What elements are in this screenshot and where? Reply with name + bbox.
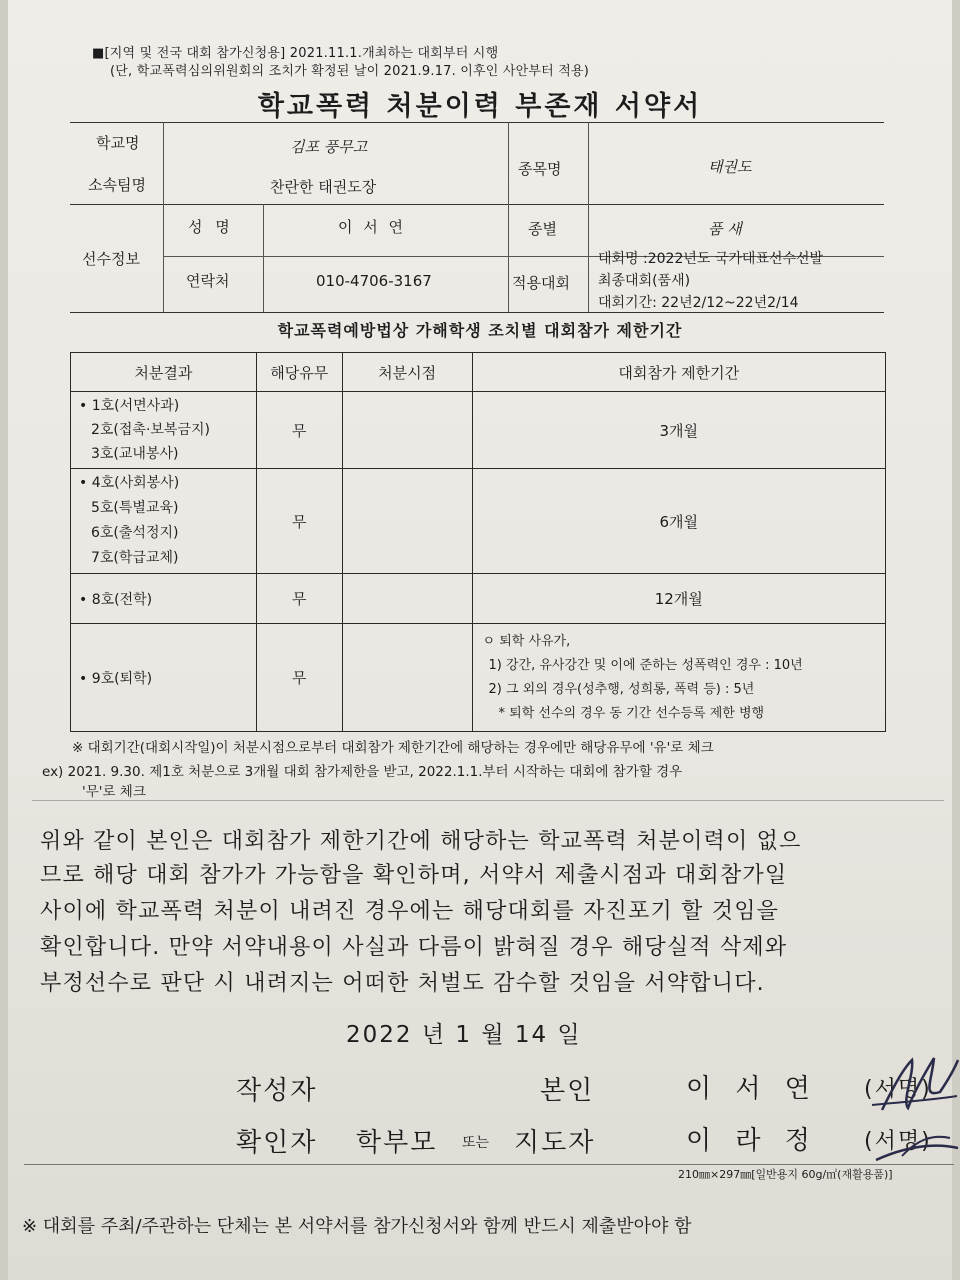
applicable-value: 무 bbox=[256, 574, 342, 624]
col-header-limit: 대회참가 제한기간 bbox=[472, 353, 886, 392]
school-label: 학교명 bbox=[96, 134, 140, 152]
note-line-2: ex) 2021. 9.30. 제1호 처분으로 3개월 대회 참가제한을 받고, 2022.1.1.부터 시작하는 대회에 참가할 경우 bbox=[42, 764, 683, 780]
name-value: 이 서 연 bbox=[338, 218, 407, 236]
applied-event-period: 대회기간: 22년2/12~22년2/14 bbox=[598, 295, 799, 311]
restriction-table bbox=[70, 352, 886, 732]
disposition-item: 6호(출석정지) bbox=[91, 525, 179, 541]
confirmer-role-parent: 학부모 bbox=[356, 1128, 438, 1158]
pledge-line: 위와 같이 본인은 대회참가 제한기간에 해당하는 학교폭력 처분이력이 없으 bbox=[40, 829, 802, 854]
event-label: 종목명 bbox=[518, 160, 562, 178]
category-label: 종별 bbox=[528, 220, 557, 238]
time-value bbox=[342, 392, 472, 469]
contact-label: 연락처 bbox=[186, 272, 230, 290]
pledge-line: 확인합니다. 만약 서약내용이 사실과 다름이 밝혀질 경우 해당실적 삭제와 bbox=[40, 935, 788, 960]
note-line-3: '무'로 체크 bbox=[82, 784, 146, 800]
col-header-applicable: 해당유무 bbox=[256, 353, 342, 392]
disposition-item: • 1호(서면사과) bbox=[79, 398, 180, 414]
paper-spec: 210㎜×297㎜[일반용지 60g/㎡(재활용품)] bbox=[678, 1168, 893, 1181]
disposition-item: • 8호(전학) bbox=[71, 574, 257, 624]
writer-role: 본인 bbox=[540, 1076, 595, 1106]
time-value bbox=[342, 624, 472, 732]
expulsion-note: * 퇴학 선수의 경우 동 기간 선수등록 제한 병행 bbox=[498, 705, 765, 721]
writer-label: 작성자 bbox=[236, 1076, 318, 1106]
pledge-line: 부정선수로 판단 시 내려지는 어떠한 처벌도 감수할 것임을 서약합니다. bbox=[40, 971, 765, 996]
table-row bbox=[71, 392, 886, 469]
time-value bbox=[342, 574, 472, 624]
disposition-item: 2호(접촉·보복금지) bbox=[91, 422, 210, 438]
disposition-item: 5호(특별교육) bbox=[91, 500, 179, 516]
expulsion-note: 1) 강간, 유사강간 및 이에 준하는 성폭력인 경우 : 10년 bbox=[488, 657, 803, 673]
contact-value: 010-4706-3167 bbox=[316, 272, 432, 290]
disposition-item: • 4호(사회봉사) bbox=[79, 475, 180, 491]
limit-section-title: 학교폭력예방법상 가해학생 조치별 대회참가 제한기간 bbox=[277, 321, 683, 340]
confirmer-label: 확인자 bbox=[236, 1128, 318, 1158]
table-row bbox=[71, 469, 886, 574]
confirmer-sign-slot: (서명) bbox=[864, 1129, 932, 1154]
time-value bbox=[342, 469, 472, 574]
col-header-time: 처분시점 bbox=[342, 353, 472, 392]
col-header-result: 처분결과 bbox=[71, 353, 257, 392]
confirmer-name: 이 라 정 bbox=[686, 1126, 818, 1156]
school-value: 김포 풍무고 bbox=[290, 138, 368, 156]
pledge-line: 사이에 학교폭력 처분이 내려진 경우에는 해당대회를 자진포기 할 것임을 bbox=[40, 899, 780, 924]
team-value: 찬란한 태권도장 bbox=[270, 178, 377, 196]
disposition-item: 7호(학급교체) bbox=[91, 550, 179, 566]
player-info-label: 선수정보 bbox=[82, 250, 140, 268]
applicable-value: 무 bbox=[256, 469, 342, 574]
applied-event-name-cont: 최종대회(품새) bbox=[598, 273, 691, 289]
document-title: 학교폭력 처분이력 부존재 서약서 bbox=[257, 91, 703, 122]
footer-notice: ※ 대회를 주최/주관하는 단체는 본 서약서를 참가신청서와 함께 반드시 제출받아야 함 bbox=[22, 1216, 692, 1237]
expulsion-note: 2) 그 외의 경우(성추행, 성희롱, 폭력 등) : 5년 bbox=[488, 681, 755, 697]
notice-line-2: (단, 학교폭력심의위원회의 조치가 확정된 날이 2021.9.17. 이후인 사안부터 적용) bbox=[110, 64, 590, 79]
applicable-value: 무 bbox=[256, 624, 342, 732]
disposition-item: • 9호(퇴학) bbox=[71, 624, 257, 732]
category-value: 품 새 bbox=[708, 220, 742, 238]
limit-value: 12개월 bbox=[472, 574, 886, 624]
name-label: 성 명 bbox=[188, 218, 234, 236]
team-label: 소속팀명 bbox=[88, 176, 146, 194]
handwritten-signature bbox=[862, 1030, 960, 1170]
expulsion-note: ㅇ 퇴학 사유가, bbox=[482, 633, 571, 649]
confirmer-or: 또는 bbox=[462, 1135, 490, 1151]
applied-label: 적용대회 bbox=[512, 274, 570, 292]
pledge-date: 2022 년 1 월 14 일 bbox=[346, 1022, 582, 1048]
table-row bbox=[71, 574, 886, 624]
notice-line-1: ■[지역 및 전국 대회 참가신청용] 2021.11.1.개최하는 대회부터 시행 bbox=[92, 46, 499, 61]
writer-sign-slot: (서명) bbox=[864, 1077, 932, 1102]
applied-event-name: 대회명 :2022년도 국가대표선수선발 bbox=[598, 251, 824, 267]
table-header-row bbox=[71, 353, 886, 392]
table-row bbox=[71, 624, 886, 732]
applicable-value: 무 bbox=[256, 392, 342, 469]
limit-value: 3개월 bbox=[472, 392, 886, 469]
event-value: 태권도 bbox=[708, 158, 752, 176]
note-line-1: ※ 대회기간(대회시작일)이 처분시점으로부터 대회참가 제한기간에 해당하는 경우에만 해당유무에 '유'로 체크 bbox=[72, 740, 714, 756]
confirmer-role-coach: 지도자 bbox=[514, 1128, 596, 1158]
pledge-line: 므로 해당 대회 참가가 가능함을 확인하며, 서약서 제출시점과 대회참가일 bbox=[40, 863, 788, 888]
disposition-item: 3호(교내봉사) bbox=[91, 446, 179, 462]
limit-value: 6개월 bbox=[472, 469, 886, 574]
writer-name: 이 서 연 bbox=[686, 1074, 818, 1104]
